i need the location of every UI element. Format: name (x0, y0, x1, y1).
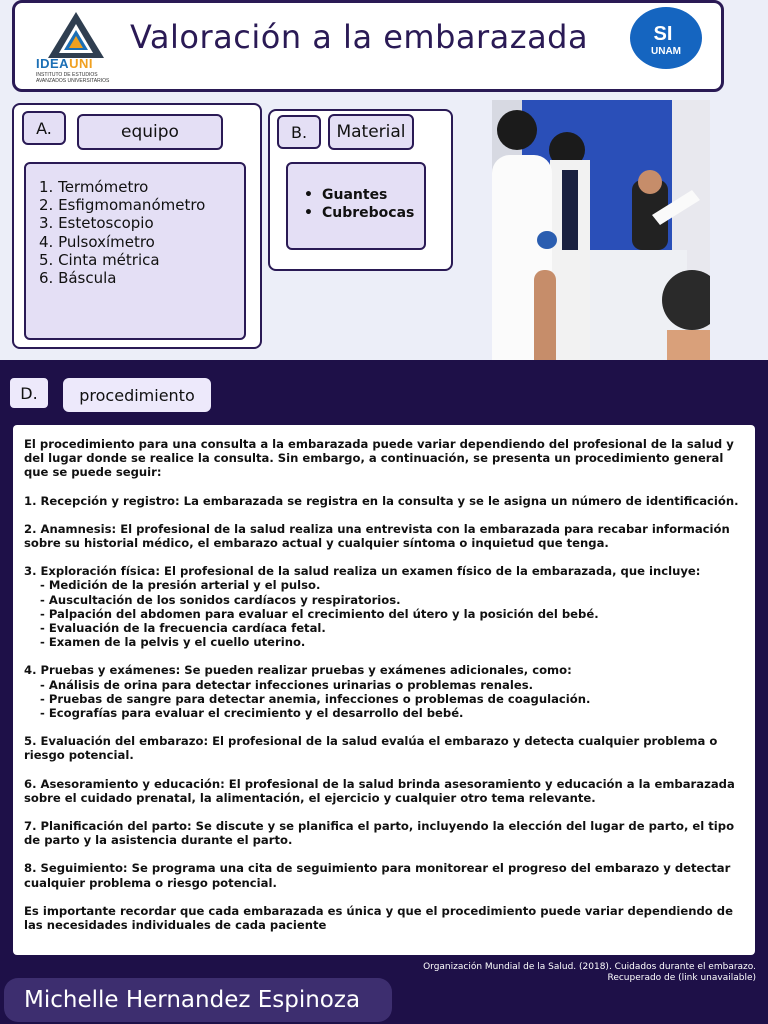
clinic-photo (492, 100, 710, 400)
list-item: 1. Termómetro (39, 178, 149, 196)
list-item: 3. Estetoscopio (39, 214, 154, 233)
procedure-paragraph (24, 522, 745, 550)
list-item: 2. Esfigmomanómetro (39, 196, 206, 215)
logo-word-main: IDEA (36, 56, 70, 71)
procedure-subitem: - Medición de la presión arterial y el pulso. (40, 578, 321, 593)
procedure-paragraph (24, 819, 745, 847)
procedure-subitem: - Auscultación de los sonidos cardíacos y respiratorios. (40, 592, 401, 607)
list-item: • Guantes (304, 186, 424, 204)
paragraph-text: Es importante recordar que cada embarazada es única y que el procedimiento puede variar dependiendo de las necesidades individuales de cada paciente (24, 903, 733, 933)
citation (360, 962, 756, 984)
section-b-letter: B. (277, 115, 321, 149)
triangle-logo-icon (46, 10, 106, 60)
list-item: • Cubrebocas (304, 204, 424, 222)
paragraph-text: 1. Recepción y registro: La embarazada se registra en la consulta y se le asigna un número de identificación. (24, 493, 739, 508)
procedure-paragraph (24, 904, 745, 932)
logo-subtitle: INSTITUTO DE ESTUDIOS AVANZADOS UNIVERSITARIOS (36, 72, 110, 84)
paragraph-text: 6. Asesoramiento y educación: El profesional de la salud brinda asesoramiento y educación a la embarazada sobre el cuidado prenatal, la alimentación, el ejercicio y cualquier otro tema relevante. (24, 776, 735, 805)
procedure-paragraph (24, 437, 745, 480)
section-a-title: equipo (77, 114, 223, 150)
citation-line: Recuperado de (link unavailable) (607, 973, 756, 983)
procedure-subitem: - Ecografías para evaluar el crecimiento y el desarrollo del bebé. (40, 706, 464, 721)
procedure-paragraph (24, 777, 745, 805)
paragraph-text: 7. Planificación del parto: Se discute y se planifica el parto, incluyendo la elección del lugar de parto, el tipo de parto y la asistencia durante el parto. (24, 819, 735, 848)
paragraph-text: 5. Evaluación del embarazo: El profesional de la salud evalúa el embarazo y detecta cualquier problema o riesgo potencial. (24, 734, 718, 763)
section-b-title: Material (328, 114, 414, 150)
paragraph-text: 4. Pruebas y exámenes: Se pueden realizar pruebas y exámenes adicionales, como: (24, 663, 572, 678)
unam-logo-text: UNAM (651, 46, 681, 57)
list-item: 4. Pulsoxímetro (39, 232, 155, 251)
si-unam-badge-icon (626, 4, 706, 74)
procedure-subitem: - Pruebas de sangre para detectar anemia, infecciones o problemas de coagulación. (40, 691, 591, 706)
section-d-letter: D. (8, 376, 50, 410)
logo-word-accent: UNI (69, 56, 93, 71)
procedure-subitem: - Palpación del abdomen para evaluar el crecimiento del útero y la posición del bebé. (40, 606, 599, 621)
procedure-text-box (13, 425, 755, 955)
procedure-paragraph (24, 663, 745, 720)
list-item: 5. Cinta métrica (39, 250, 160, 269)
equipment-list (24, 162, 246, 340)
procedure-paragraph (24, 861, 745, 889)
procedure-paragraph (24, 734, 745, 762)
paragraph-text: El procedimiento para una consulta a la embarazada puede variar dependiendo del profesional de la salud y del lugar donde se realice la consulta. Sin embargo, a continuación, se presenta un procedimiento general que se puede seguir: (24, 437, 734, 480)
si-logo-text: SI (653, 23, 673, 45)
procedure-subitem: - Evaluación de la frecuencia cardíaca fetal. (40, 621, 326, 636)
paragraph-text: 3. Exploración física: El profesional de la salud realiza un examen físico de la embarazada, que incluye: (24, 564, 701, 579)
citation-line: Organización Mundial de la Salud. (2018). Cuidados durante el embarazo. (423, 962, 756, 972)
ideauni-logo (36, 8, 116, 88)
procedure-subitem: - Análisis de orina para detectar infecciones urinarias o problemas renales. (40, 677, 533, 692)
paragraph-text: 2. Anamnesis: El profesional de la salud realiza una entrevista con la embarazada para recabar información sobre su historial médico, el embarazo actual y cualquier síntoma o inquietud que tenga. (24, 521, 730, 551)
procedure-subitem: - Examen de la pelvis y el cuello uterino. (40, 635, 306, 650)
procedure-paragraph (24, 564, 745, 649)
procedure-paragraph (24, 494, 745, 508)
list-item: 6. Báscula (39, 269, 117, 288)
material-list (286, 162, 426, 250)
si-unam-logo (626, 4, 706, 74)
author-name: Michelle Hernandez Espinoza (4, 978, 392, 1022)
page-title: Valoración a la embarazada (130, 18, 589, 56)
section-d-title: procedimiento (63, 378, 211, 412)
paragraph-text: 8. Seguimiento: Se programa una cita de seguimiento para monitorear el progreso del embarazo y detectar cualquier problema o riesgo potencial. (24, 861, 731, 890)
section-a-letter: A. (22, 111, 66, 145)
clinic-scene-illustration (492, 100, 710, 400)
